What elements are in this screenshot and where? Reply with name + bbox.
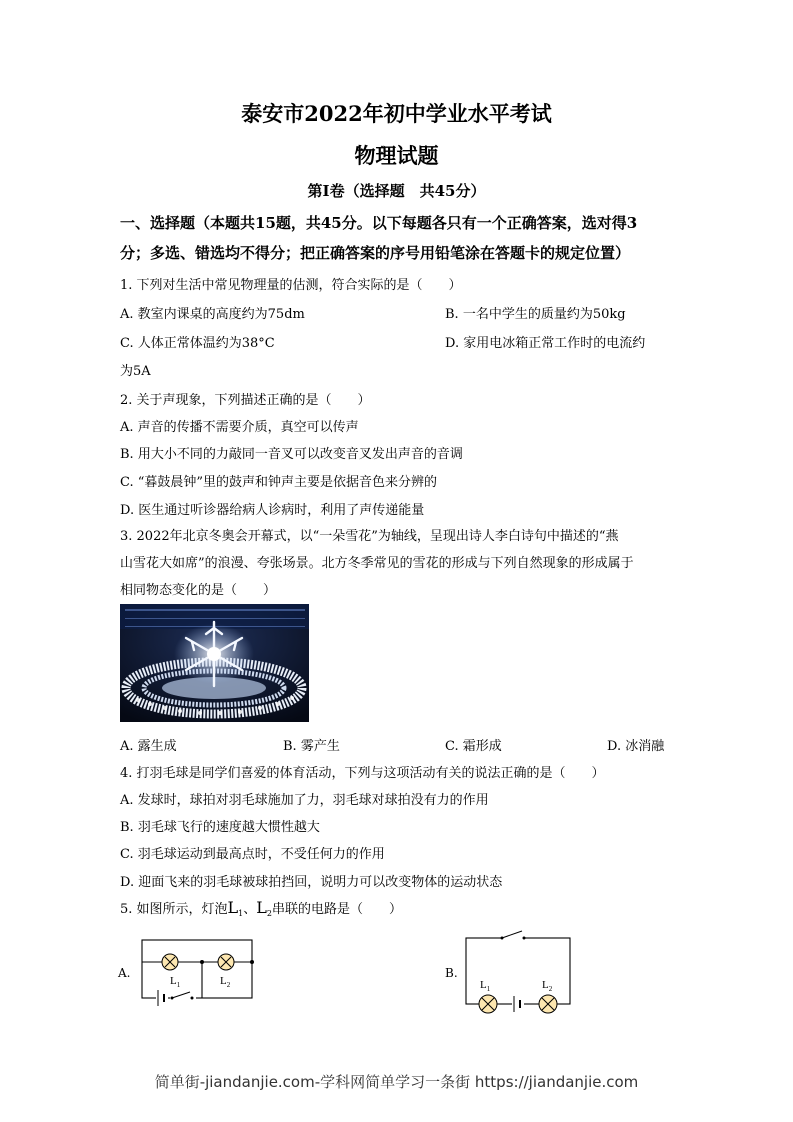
circuit-b-lamp-2-label: $L_2$ <box>542 979 553 993</box>
circuit-a-battery <box>156 990 168 1006</box>
q3-stem-line-2: 山雪花大如席”的浪漫、夸张场景。北方冬季常见的雪花的形成与下列自然现象的形成属于 <box>120 556 634 571</box>
circuit-a-lamp-1 <box>162 954 178 970</box>
q1-option-d-cont: 为5A <box>120 364 151 379</box>
q4-option-c: C. 羽毛球运动到最高点时，不受任何力的作用 <box>120 847 385 862</box>
q3-option-d: D. 冰消融 <box>607 739 665 754</box>
q2-option-c: C. “暮鼓晨钟”里的鼓声和钟声主要是依据音色来分辨的 <box>120 475 438 490</box>
exam-subtitle: 物理试题 <box>354 143 439 168</box>
q3-option-c: C. 霜形成 <box>445 739 502 754</box>
circuit-b-label: B. <box>445 966 458 980</box>
q1-option-c: C. 人体正常体温约为38°C <box>120 336 275 351</box>
circuit-a-lamp-2-label: $L_2$ <box>220 975 231 989</box>
q3-stem-line-3: 相同物态变化的是（ ） <box>120 583 277 598</box>
circuit-a-diagram <box>130 932 260 1012</box>
circuit-a-label: A. <box>118 966 131 980</box>
q1-stem: 1. 下列对生活中常见物理量的估测，符合实际的是（ ） <box>120 278 462 293</box>
q2-option-a: A. 声音的传播不需要介质，真空可以传声 <box>120 420 359 435</box>
q5-stem: 5. 如图所示，灯泡$L_1$、$L_2$串联的电路是（ ） <box>120 898 403 918</box>
exam-title: 泰安市2022年初中学业水平考试 <box>241 101 552 126</box>
circuit-a-lamp-1-label: $L_1$ <box>170 975 181 989</box>
q3-stem-line-1: 3. 2022年北京冬奥会开幕式，以“一朵雪花”为轴线，呈现出诗人李白诗句中描述的“燕 <box>120 529 619 544</box>
q2-option-b: B. 用大小不同的力敲同一音叉可以改变音叉发出声音的音调 <box>120 447 463 462</box>
q4-stem: 4. 打羽毛球是同学们喜爱的体育活动，下列与这项活动有关的说法正确的是（ ） <box>120 766 605 781</box>
circuit-b-lamp-1-label: $L_1$ <box>480 979 491 993</box>
circuit-b-battery <box>512 996 524 1012</box>
circuit-a-switch <box>170 992 196 1002</box>
instructions-line-2: 分；多选、错选均不得分；把正确答案的序号用铅笔涂在答题卡的规定位置） <box>120 244 631 262</box>
q2-option-d: D. 医生通过听诊器给病人诊病时，利用了声传递能量 <box>120 503 425 518</box>
circuit-a-lamp-2 <box>218 954 234 970</box>
q1-option-d: D. 家用电冰箱正常工作时的电流约 <box>445 336 646 351</box>
q1-option-a: A. 教室内课桌的高度约为75dm <box>120 307 305 322</box>
q1-option-b: B. 一名中学生的质量约为50kg <box>445 307 626 322</box>
q4-option-a: A. 发球时，球拍对羽毛球施加了力，羽毛球对球拍没有力的作用 <box>120 793 489 808</box>
q2-stem: 2. 关于声现象，下列描述正确的是（ ） <box>120 393 371 408</box>
circuit-b-lamp-1 <box>479 995 497 1013</box>
q4-option-b: B. 羽毛球飞行的速度越大惯性越大 <box>120 820 320 835</box>
section-heading: 第Ⅰ卷（选择题 共45分） <box>307 182 486 200</box>
circuit-b-lamp-2 <box>539 995 557 1013</box>
circuit-b-switch <box>498 931 528 944</box>
q3-option-a: A. 露生成 <box>120 739 177 754</box>
snowflake-ceremony-photo <box>120 604 309 722</box>
instructions-line-1: 一、选择题（本题共15题，共45分。以下每题各只有一个正确答案，选对得3 <box>120 214 638 232</box>
footer-watermark: 简单街-jiandanjie.com-学科网简单学习一条街 https://jiandanjie.com <box>154 1073 639 1091</box>
q4-option-d: D. 迎面飞来的羽毛球被球拍挡回，说明力可以改变物体的运动状态 <box>120 875 503 890</box>
circuit-b-diagram <box>460 928 580 1022</box>
q3-option-b: B. 雾产生 <box>283 739 340 754</box>
